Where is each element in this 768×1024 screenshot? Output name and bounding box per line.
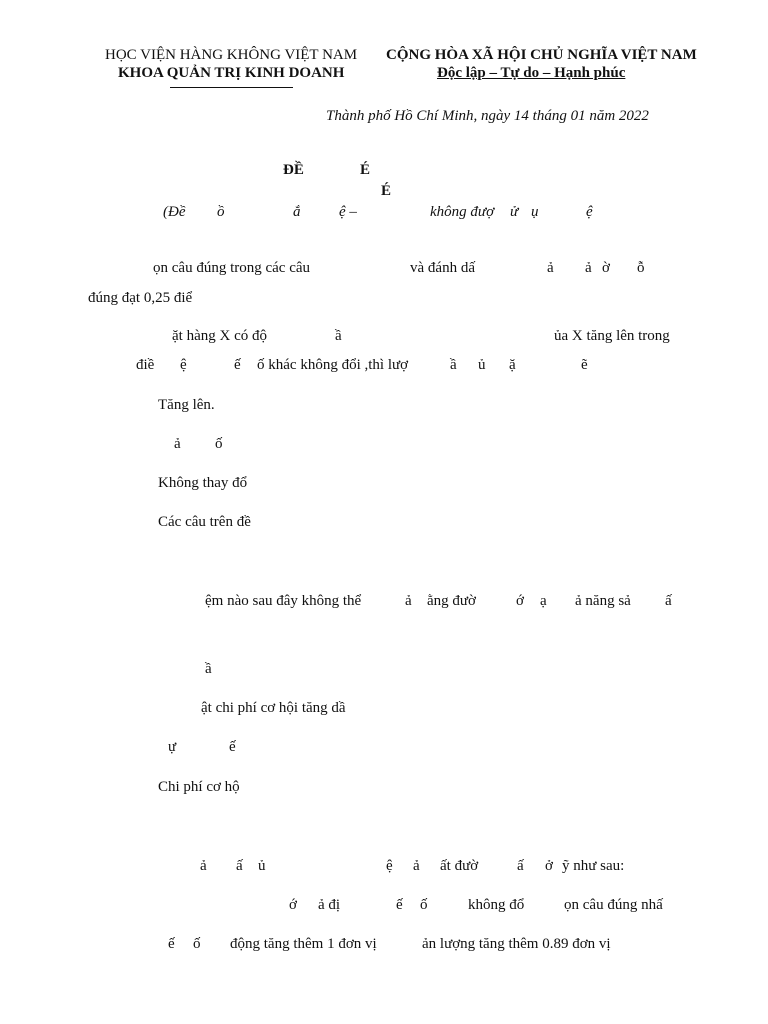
q3-line3-a: ế [168,936,175,952]
instructions-line2: đúng đạt 0,25 điể [88,290,193,306]
date-line: Thành phố Hồ Chí Minh, ngày 14 tháng 01 năm 2022 [326,108,649,124]
q2-option-d: Chi phí cơ hộ [158,779,240,795]
q3-line3-d: ản lượng tăng thêm 0.89 đơn vị [422,936,611,952]
instructions-line1-f: ỗ [637,260,645,276]
q1-line2-e: ầ [450,357,457,373]
q3-line2-f: ọn câu đúng nhấ [564,897,663,913]
subtitle-part-g: ụ [531,204,539,220]
national-motto: Độc lập – Tự do – Hạnh phúc [437,65,626,81]
title-part-c: É [381,183,392,199]
q3-line2-d: ố [420,897,428,913]
q1-line2-c: ế [234,357,241,373]
q1-line2-g: ặ [509,357,516,373]
q1-line2-b: ệ [180,357,187,373]
q3-line1-e: ả [413,858,420,874]
q2-option-b: ật chi phí cơ hội tăng dầ [201,700,346,716]
faculty-name: KHOA QUẢN TRỊ KINH DOANH [118,65,345,81]
q2-line1-g: ấ [665,593,672,609]
q3-line1-b: ấ [236,858,243,874]
q2-option-c-part2: ế [229,739,236,755]
q3-line2-c: ế [396,897,403,913]
title-part-b: É [360,162,371,178]
q2-option-c-part1: ự [168,739,177,755]
q2-line1-f: ả năng sả [575,593,631,609]
q1-line2-a: điề [136,357,155,373]
q3-line2-b: ả đị [318,897,341,913]
q2-line1-a: ệm nào sau đây không thể [205,593,362,609]
q3-line3-b: ố [193,936,201,952]
subtitle-part-e: không đượ [430,204,495,220]
q1-option-a: Tăng lên. [158,397,215,413]
header-left-rule [170,87,293,88]
q3-line1-i: ỹ như sau: [562,858,625,874]
q1-option-c: Không thay đổ [158,475,248,491]
national-title: CỘNG HÒA XÃ HỘI CHỦ NGHĨA VIỆT NAM [386,47,697,63]
q2-line1-c: ằng đườ [427,593,476,609]
subtitle-part-a: (Đề [163,204,186,220]
q3-line3-c: động tăng thêm 1 đơn vị [230,936,377,952]
q3-line1-g: ấ [517,858,524,874]
subtitle-part-b: ồ [217,204,225,220]
q3-line1-c: ủ [258,858,266,874]
instructions-line1-d: ả [585,260,592,276]
q1-line1-b: ầ [335,328,342,344]
q1-line2-f: ủ [478,357,486,373]
title-part-a: ĐỀ [283,162,304,178]
subtitle-part-h: ệ [586,204,593,220]
q1-option-d: Các câu trên đề [158,514,251,530]
instructions-line1-e: ờ [602,260,610,276]
subtitle-part-f: ử [510,204,519,220]
q1-line1-c: ủa X tăng lên trong [554,328,670,344]
subtitle-part-c: ắ [293,204,301,220]
q2-line1-e: ạ [540,593,547,609]
q3-line1-d: ệ [386,858,393,874]
instructions-line1-c: ả [547,260,554,276]
q3-line2-a: ớ [289,897,297,913]
q3-line1-a: ả [200,858,207,874]
q3-line2-e: không đổ [468,897,525,913]
q1-line1-a: ặt hàng X có độ [172,328,267,344]
instructions-line1-a: ọn câu đúng trong các câu [153,260,311,276]
instructions-line1-b: và đánh dấ [410,260,475,276]
subtitle-part-d: ệ – [339,204,357,220]
q3-line1-f: ất đườ [440,858,479,874]
q3-line1-h: ở [545,858,553,874]
q1-option-b-part1: ả [174,436,181,452]
q2-line1-d: ớ [516,593,524,609]
q2-option-a: ầ [205,661,212,677]
q2-line1-b: ả [405,593,412,609]
q1-option-b-part2: ố [215,436,223,452]
q1-line2-d: ố khác không đổi ,thì lượ [257,357,409,373]
q1-line2-h: ẽ [581,357,588,373]
institution-name: HỌC VIỆN HÀNG KHÔNG VIỆT NAM [105,47,358,63]
